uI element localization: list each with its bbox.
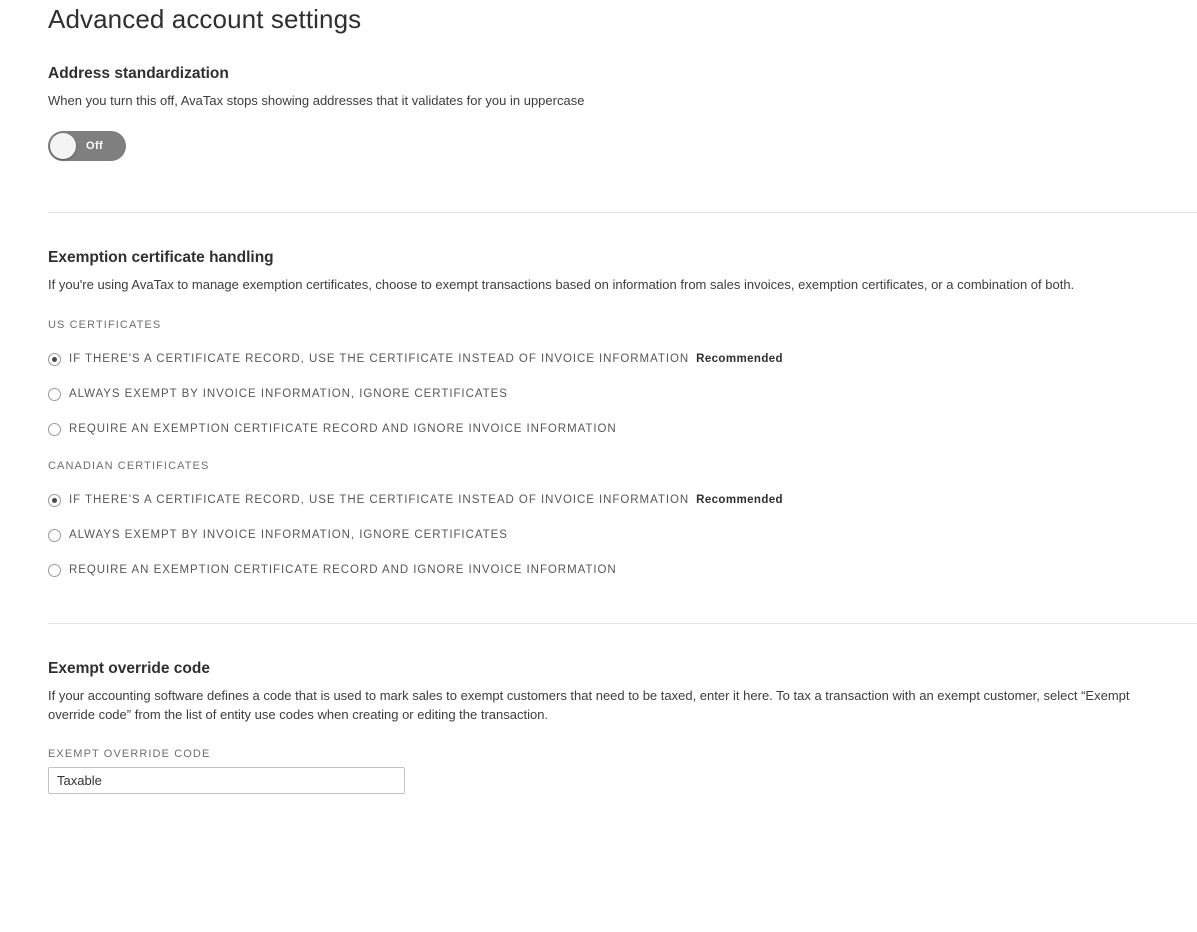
- section-exempt-override-code: [48, 660, 1197, 795]
- radio-label: REQUIRE AN EXEMPTION CERTIFICATE RECORD AND IGNORE INVOICE INFORMATION: [69, 423, 617, 436]
- radio-us-option-3[interactable]: [48, 423, 1197, 436]
- radio-icon[interactable]: [48, 423, 61, 436]
- address-standardization-toggle-wrap: [48, 131, 1197, 166]
- exemption-handling-description: If you're using AvaTax to manage exemption certificates, choose to exempt transactions based on information from sales invoices, exemption certificates, or a combination of both.: [48, 276, 1075, 292]
- address-standardization-toggle[interactable]: [48, 131, 126, 161]
- divider-1: [48, 212, 1197, 213]
- page-title: Advanced account settings: [48, 4, 362, 34]
- radio-icon[interactable]: [48, 494, 61, 507]
- address-standardization-description: When you turn this off, AvaTax stops showing addresses that it validates for you in uppercase: [48, 93, 585, 108]
- radio-label: IF THERE'S A CERTIFICATE RECORD, USE THE CERTIFICATE INSTEAD OF INVOICE INFORMATION: [69, 494, 690, 507]
- toggle-knob-icon: [50, 133, 76, 159]
- address-standardization-heading: Address standardization: [48, 65, 229, 82]
- recommended-badge: Recommended: [696, 494, 783, 507]
- spacer: [48, 166, 1197, 212]
- section-exemption-certificate-handling: [48, 249, 1197, 577]
- radio-icon[interactable]: [48, 564, 61, 577]
- radio-icon[interactable]: [48, 388, 61, 401]
- radio-label: IF THERE'S A CERTIFICATE RECORD, USE THE CERTIFICATE INSTEAD OF INVOICE INFORMATION: [69, 353, 690, 366]
- radio-icon[interactable]: [48, 353, 61, 366]
- exempt-override-field-label: EXEMPT OVERRIDE CODE: [48, 748, 211, 761]
- exempt-override-code-input[interactable]: [48, 767, 405, 794]
- radio-label: ALWAYS EXEMPT BY INVOICE INFORMATION, IGNORE CERTIFICATES: [69, 529, 508, 542]
- radio-label: ALWAYS EXEMPT BY INVOICE INFORMATION, IGNORE CERTIFICATES: [69, 388, 508, 401]
- radio-us-option-2[interactable]: [48, 388, 1197, 401]
- us-certificates-label: US CERTIFICATES: [48, 318, 162, 331]
- radio-ca-option-3[interactable]: [48, 564, 1197, 577]
- recommended-badge: Recommended: [696, 353, 783, 366]
- radio-icon[interactable]: [48, 529, 61, 542]
- exemption-handling-heading: Exemption certificate handling: [48, 248, 274, 266]
- divider-2: [48, 623, 1197, 624]
- toggle-state-label: Off: [86, 139, 104, 152]
- section-address-standardization: [48, 65, 1197, 166]
- exempt-override-description: If your accounting software defines a code that is used to mark sales to exempt customers that need to be taxed, enter it here. To tax a transaction with an exempt customer, select “Exempt override code” from the list of entity use codes when creating or editing the transaction.: [48, 687, 1130, 722]
- radio-ca-option-1[interactable]: [48, 494, 1197, 507]
- exempt-override-heading: Exempt override code: [48, 659, 210, 677]
- spacer: [48, 577, 1197, 623]
- canadian-certificates-label: CANADIAN CERTIFICATES: [48, 459, 210, 472]
- radio-us-option-1[interactable]: [48, 353, 1197, 366]
- radio-ca-option-2[interactable]: [48, 529, 1197, 542]
- radio-label: REQUIRE AN EXEMPTION CERTIFICATE RECORD AND IGNORE INVOICE INFORMATION: [69, 564, 617, 577]
